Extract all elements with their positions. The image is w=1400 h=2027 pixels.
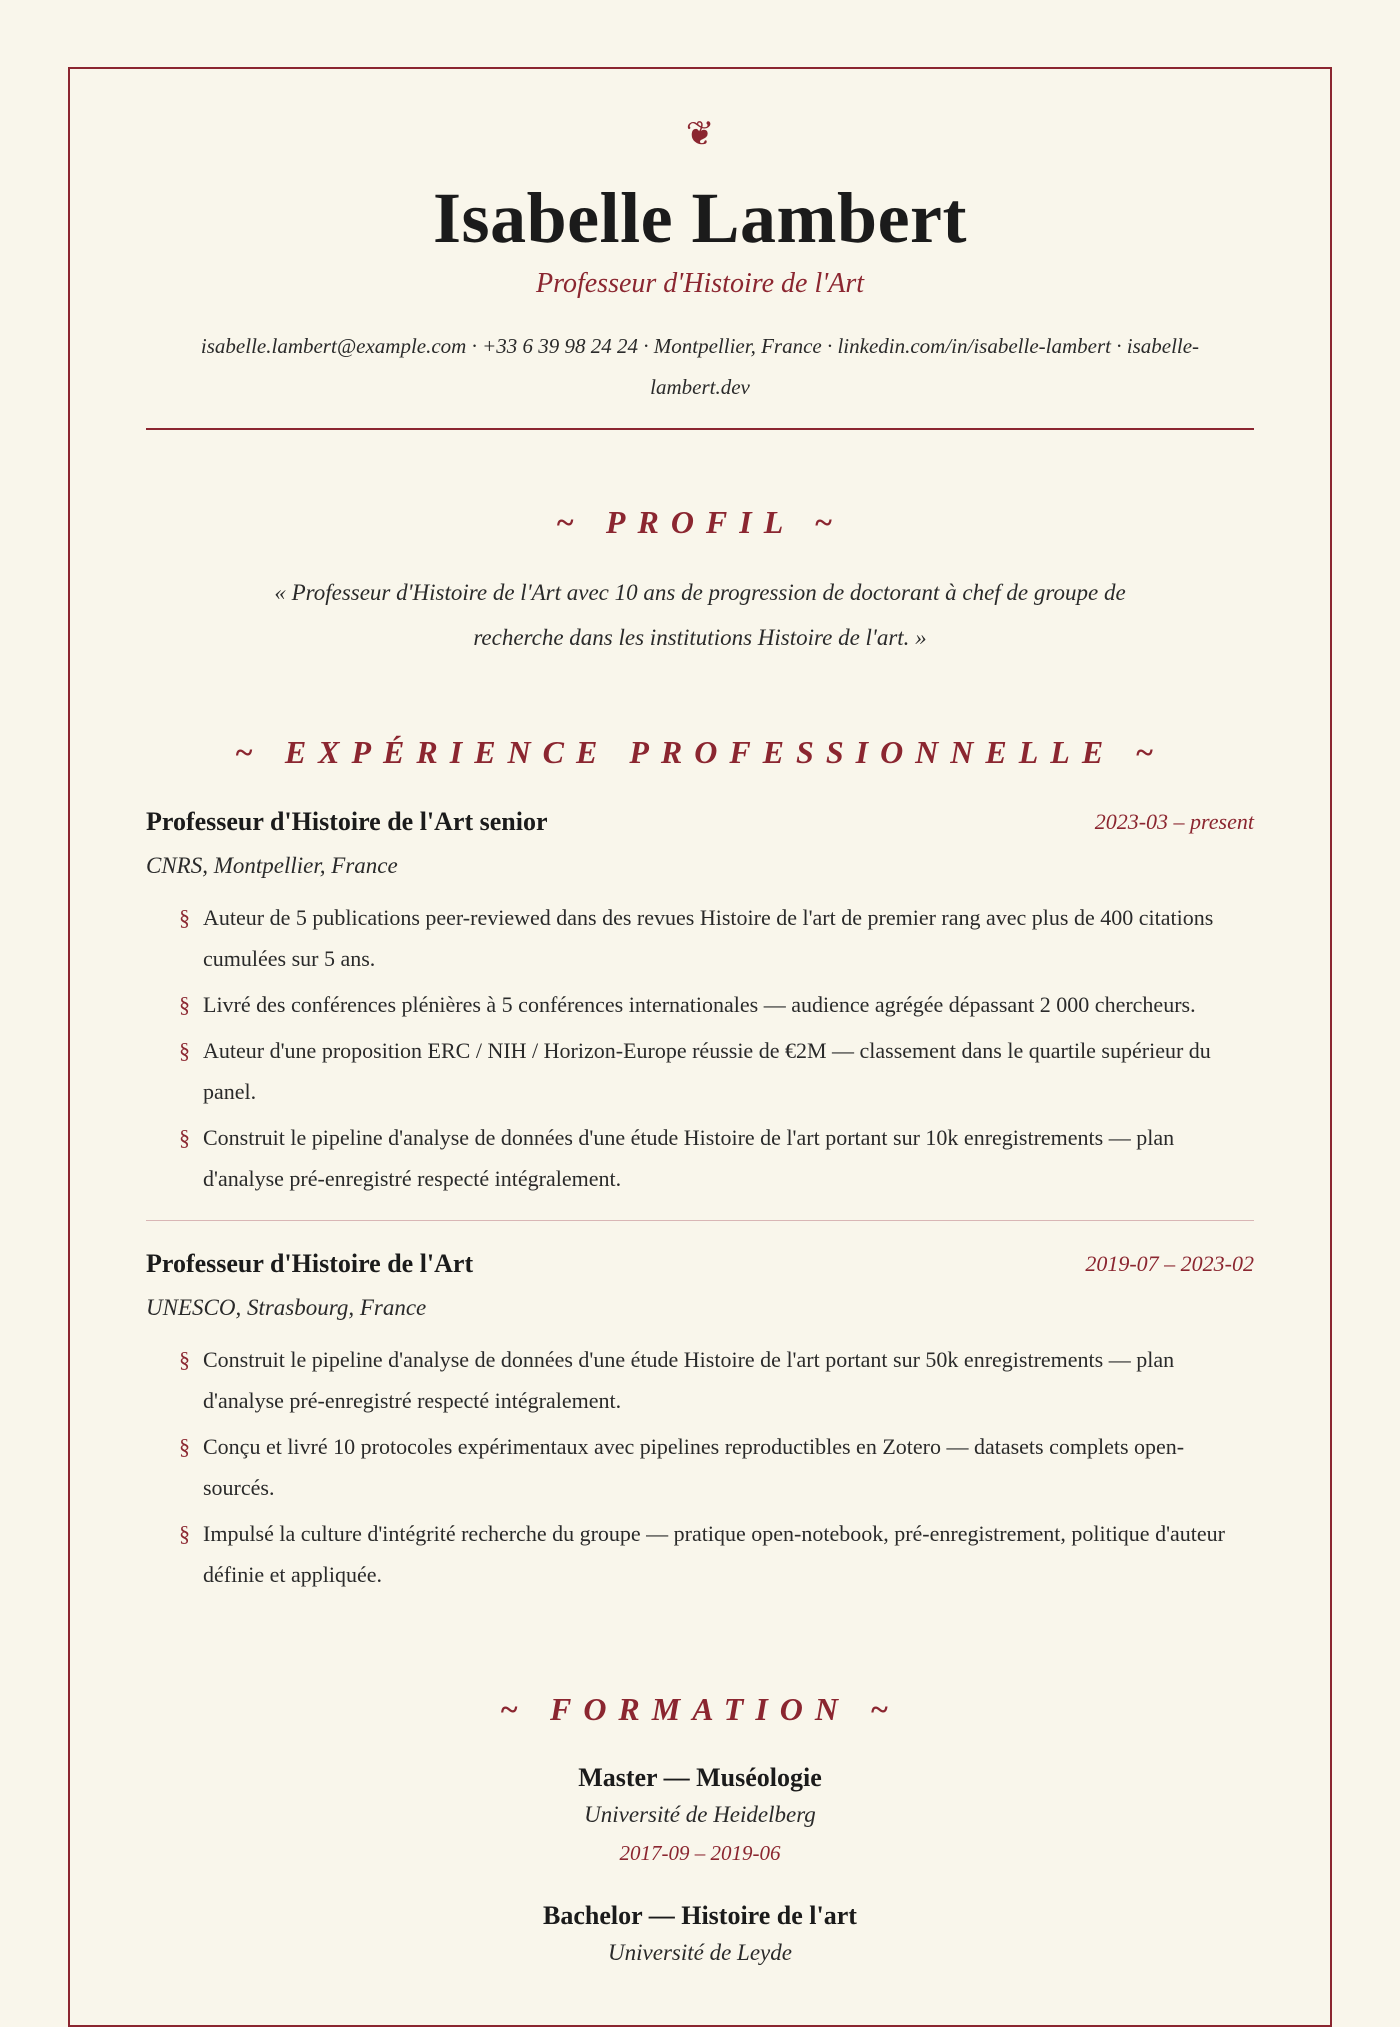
degree: Bachelor — Histoire de l'art (543, 1901, 857, 1930)
candidate-title: Professeur d'Histoire de l'Art (536, 268, 864, 299)
achievement-text: Impulsé la culture d'intégrité recherche du groupe — pratique open-notebook, pré-enregistrement, politique d'auteur définie et appliquée. (203, 1521, 1226, 1587)
achievement-text: Auteur d'une proposition ERC / NIH / Horizon-Europe réussie de €2M — classement dans le quartile supérieur du panel. (203, 1038, 1211, 1104)
list-item (146, 1117, 1254, 1199)
job-organization: UNESCO, Strasbourg, France (146, 1295, 427, 1320)
achievement-text: Livré des conférences plénières à 5 conférences internationales — audience agrégée dépassant 2 000 chercheurs. (203, 992, 1196, 1017)
section-mark-icon: § (179, 905, 190, 930)
job-dates: 2019-07 – 2023-02 (1085, 1251, 1254, 1276)
list-item (146, 1513, 1254, 1595)
section-mark-icon: § (179, 1125, 190, 1150)
section-heading-profile: ~ PROFIL ~ (555, 504, 845, 540)
achievement-text: Construit le pipeline d'analyse de données d'une étude Histoire de l'art portant sur 10k enregistrements — plan d'analyse pré-enregistré respecté intégralement. (203, 1125, 1175, 1191)
section-mark-icon: § (179, 1347, 190, 1372)
section-mark-icon: § (179, 1434, 190, 1459)
section-mark-icon: § (179, 1521, 190, 1546)
list-item (146, 984, 1254, 1025)
education-entry (146, 1899, 1254, 1973)
section-heading-education: ~ FORMATION ~ (499, 1691, 901, 1727)
achievement-text: Conçu et livré 10 protocoles expérimentaux avec pipelines reproductibles en Zotero — datasets complets open-sourcés. (203, 1434, 1185, 1500)
job-title: Professeur d'Histoire de l'Art senior (146, 807, 548, 836)
list-item (146, 1339, 1254, 1421)
education-dates: 2017-09 – 2019-06 (619, 1841, 781, 1865)
list-item (146, 897, 1254, 979)
job-divider (146, 1220, 1254, 1221)
list-item (146, 1426, 1254, 1508)
candidate-name: Isabelle Lambert (433, 178, 967, 258)
contact-line: isabelle.lambert@example.com · +33 6 39 98 24 24 · Montpellier, France · linkedin.com/in/isabelle-lambert · isabelle-lambert.dev (200, 334, 1200, 399)
section-mark-icon: § (179, 1038, 190, 1063)
job-achievements (146, 897, 1254, 1204)
list-item (146, 1030, 1254, 1112)
achievement-text: Construit le pipeline d'analyse de données d'une étude Histoire de l'art portant sur 50k enregistrements — plan d'analyse pré-enregistré respecté intégralement. (203, 1347, 1175, 1413)
achievement-text: Auteur de 5 publications peer-reviewed dans des revues Histoire de l'art de premier rang avec plus de 400 citations cumulées sur 5 ans. (203, 905, 1214, 971)
profile-summary: « Professeur d'Histoire de l'Art avec 10 ans de progression de doctorant à chef de groupe de recherche dans les institutions Histoire de l'art. » (274, 580, 1126, 650)
education-entry (146, 1761, 1254, 1871)
degree: Master — Muséologie (578, 1763, 822, 1792)
job-dates: 2023-03 – present (1094, 809, 1254, 834)
fleuron-icon: ❦ (685, 116, 715, 153)
section-mark-icon: § (179, 992, 190, 1017)
school: Université de Heidelberg (584, 1802, 816, 1827)
section-heading-experience: ~ EXPÉRIENCE PROFESSIONNELLE ~ (234, 734, 1166, 770)
job-title: Professeur d'Histoire de l'Art (146, 1249, 474, 1278)
job-achievements (146, 1339, 1254, 1600)
job-organization: CNRS, Montpellier, France (146, 853, 398, 878)
school: Université de Leyde (608, 1940, 792, 1965)
header-divider (146, 428, 1254, 430)
